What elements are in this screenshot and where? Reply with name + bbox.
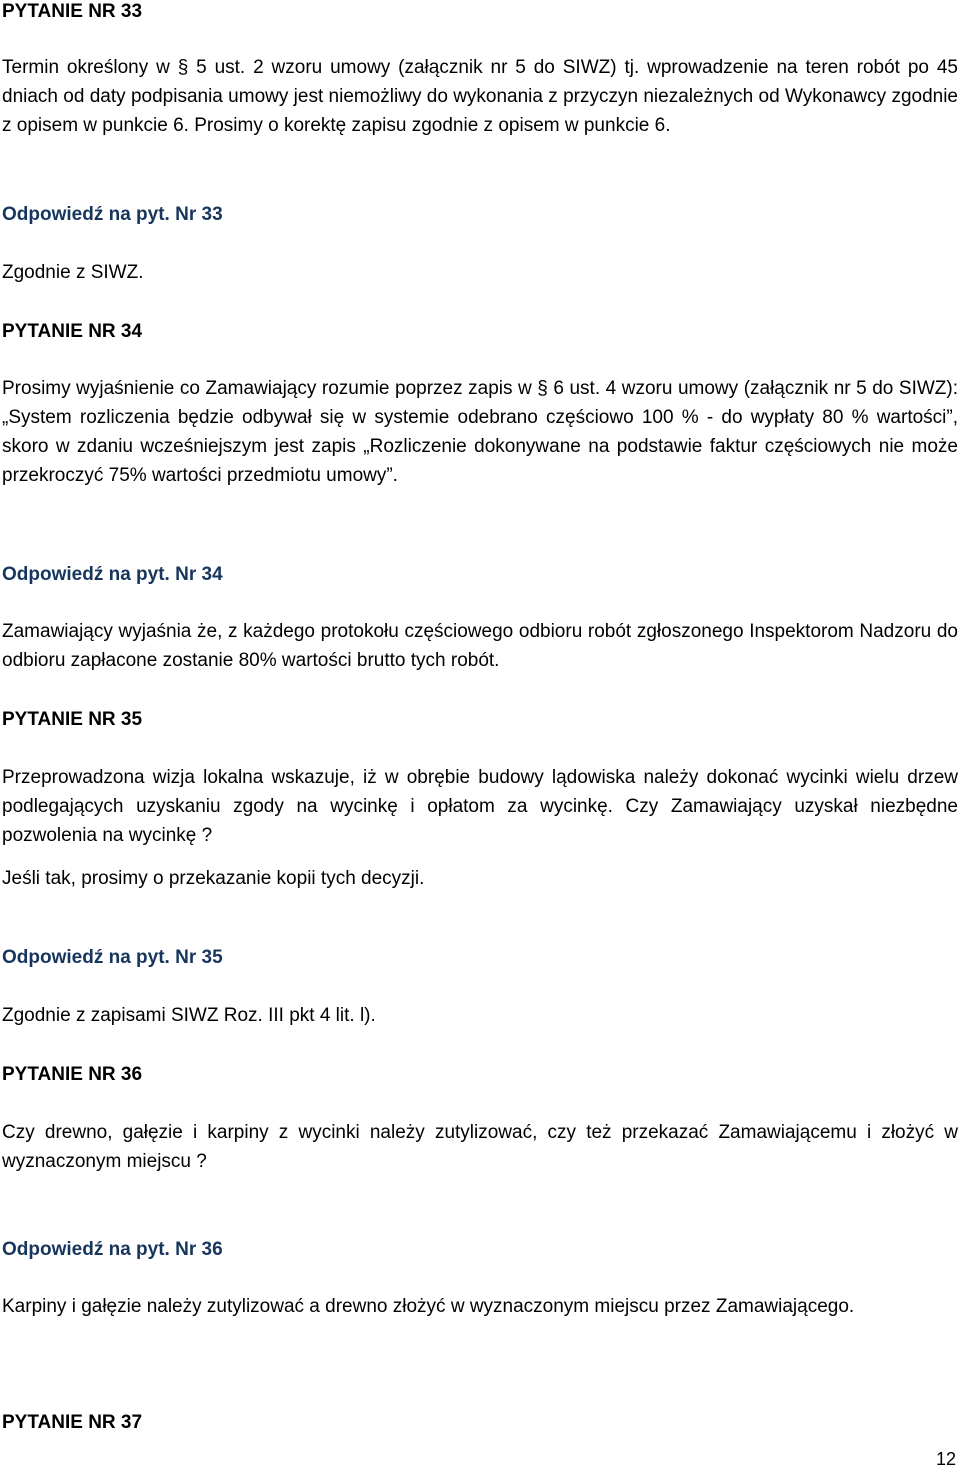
- answer-34-text: Zamawiający wyjaśnia że, z każdego protokołu częściowego odbioru robót zgłoszonego Inspektorom Nadzoru do odbioru zapłacone zostanie 80% wartości brutto tych robót.: [2, 621, 958, 671]
- answer-33-text: Zgodnie z SIWZ.: [2, 262, 144, 283]
- question-33-text: Termin określony w § 5 ust. 2 wzoru umowy (załącznik nr 5 do SIWZ) tj. wprowadzenie na teren robót po 45 dniach od daty podpisania umowy jest niemożliwy do wykonania z przyczyn niezależnych od Wykonawcy zgodnie z opisem w punkcie 6. Prosimy o korektę zapisu zgodnie z opisem w punkcie 6.: [2, 57, 958, 136]
- answer-34-heading: Odpowiedź na pyt. Nr 34: [2, 564, 223, 585]
- question-35-text-2: Jeśli tak, prosimy o przekazanie kopii tych decyzji.: [2, 868, 425, 889]
- answer-36-text: Karpiny i gałęzie należy zutylizować a drewno złożyć w wyznaczonym miejscu przez Zamawiającego.: [2, 1296, 855, 1317]
- question-36-text: Czy drewno, gałęzie i karpiny z wycinki należy zutylizować, czy też przekazać Zamawiającemu i złożyć w wyznaczonym miejscu ?: [2, 1122, 958, 1172]
- question-36-heading: PYTANIE NR 36: [2, 1064, 143, 1085]
- question-35-heading: PYTANIE NR 35: [2, 709, 143, 730]
- answer-35-text: Zgodnie z zapisami SIWZ Roz. III pkt 4 lit. l).: [2, 1005, 376, 1026]
- answer-35-heading: Odpowiedź na pyt. Nr 35: [2, 947, 223, 968]
- question-33-heading: PYTANIE NR 33: [2, 1, 143, 22]
- page-number: 12: [935, 1449, 956, 1469]
- answer-33-heading: Odpowiedź na pyt. Nr 33: [2, 204, 223, 225]
- question-34-text: Prosimy wyjaśnienie co Zamawiający rozumie poprzez zapis w § 6 ust. 4 wzoru umowy (załącznik nr 5 do SIWZ): „System rozliczenia będzie odbywał się w systemie odebrano częściowo 100 % - do wypłaty 80 % wartości”, skoro w zdaniu wcześniejszym jest zapis „Rozliczenie dokonywane na podstawie faktur częściowych nie może przekroczyć 75% wartości przedmiotu umowy”.: [2, 378, 958, 486]
- answer-36-heading: Odpowiedź na pyt. Nr 36: [2, 1239, 223, 1260]
- question-37-heading: PYTANIE NR 37: [2, 1412, 143, 1433]
- question-34-heading: PYTANIE NR 34: [2, 321, 143, 342]
- question-35-text: Przeprowadzona wizja lokalna wskazuje, iż w obrębie budowy lądowiska należy dokonać wycinki wielu drzew podlegających uzyskaniu zgody na wycinkę i opłatom za wycinkę. Czy Zamawiający uzyskał niezbędne pozwolenia na wycinkę ?: [2, 767, 958, 846]
